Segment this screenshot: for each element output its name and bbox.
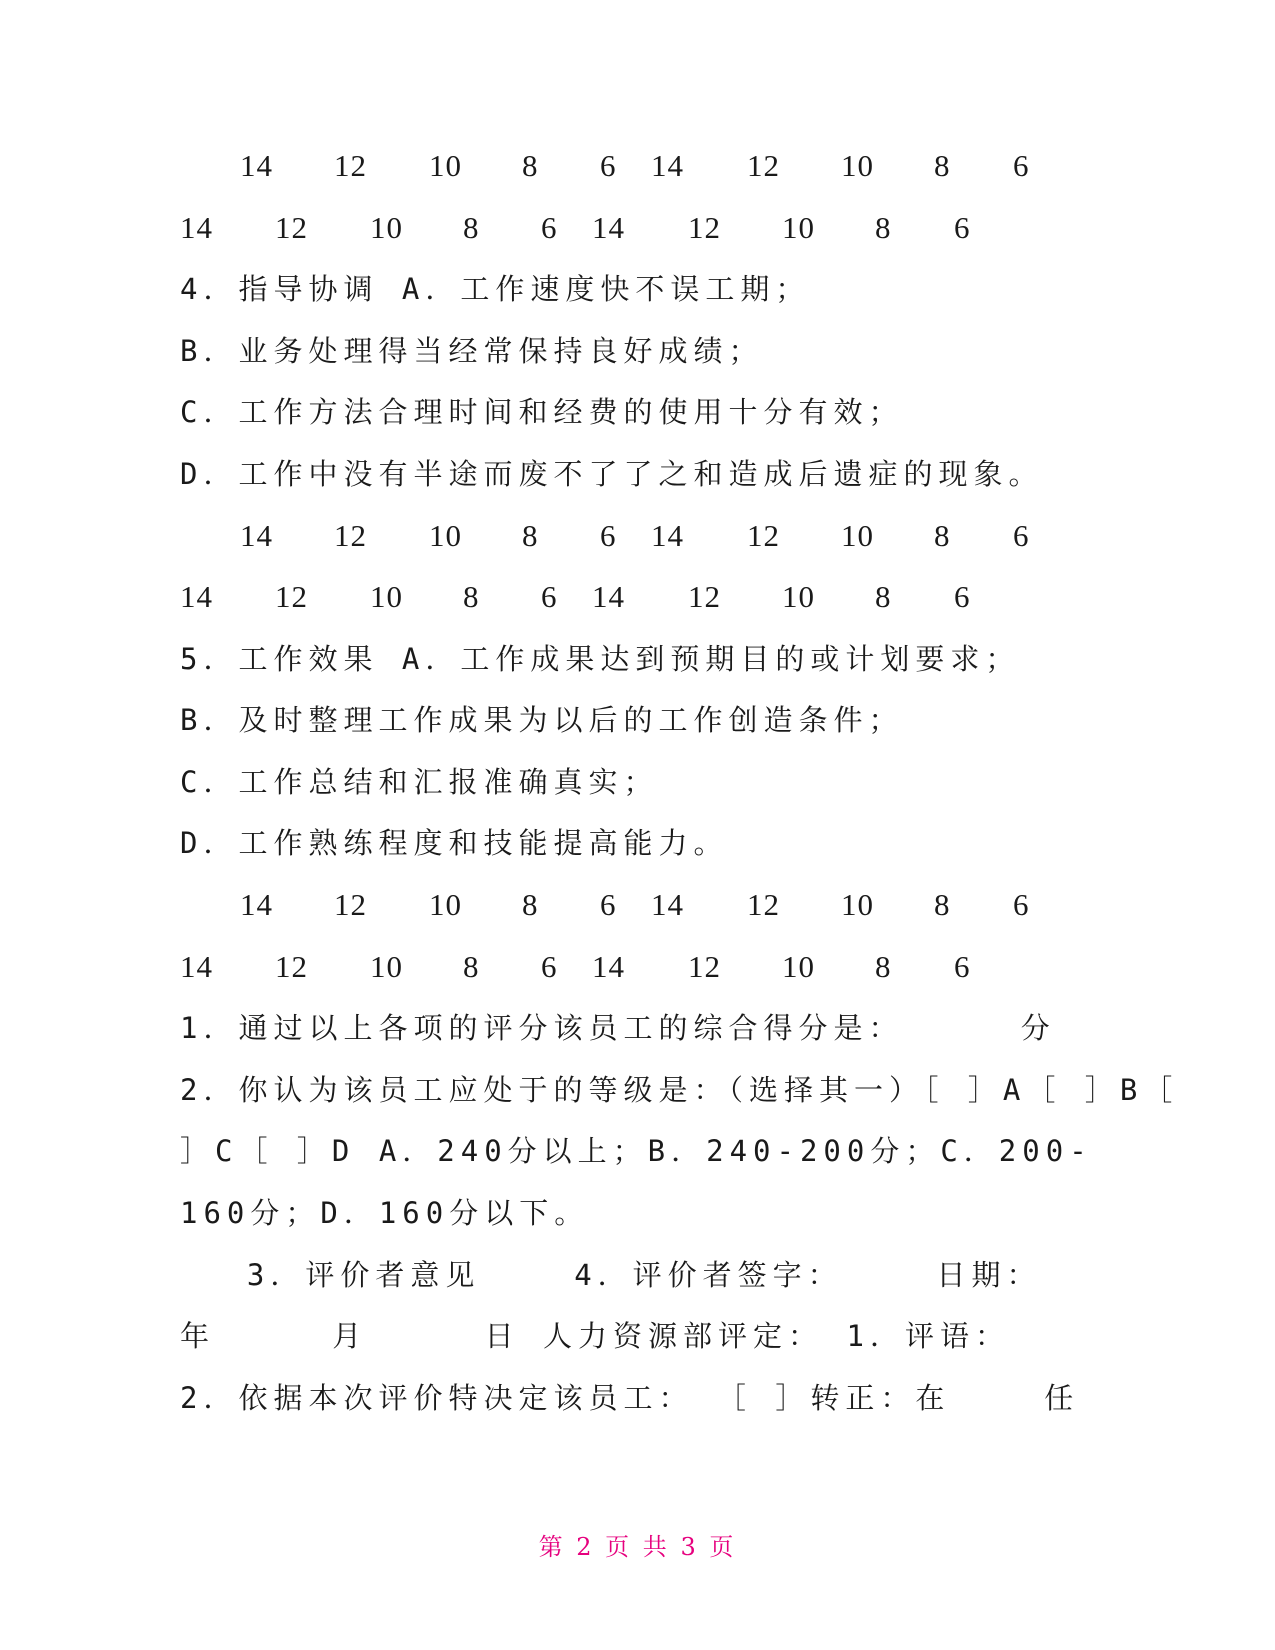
score-value: 6: [1013, 148, 1030, 183]
score-value: 10: [370, 210, 403, 245]
decision-line: 2．依据本次评价特决定该员工： ［ ］转正：在 任: [180, 1381, 1080, 1415]
score-value: 10: [782, 579, 815, 614]
score-value: 12: [747, 887, 780, 922]
score-value: 6: [1013, 887, 1030, 922]
score-value: 8: [522, 518, 539, 553]
score-value: 6: [541, 949, 558, 984]
score-value: 6: [1013, 518, 1030, 553]
option-b-line: B．及时整理工作成果为以后的工作创造条件；: [180, 703, 904, 737]
score-value: 8: [463, 949, 480, 984]
score-value: 14: [592, 210, 625, 245]
score-value: 6: [600, 887, 617, 922]
score-value: 6: [954, 210, 971, 245]
score-value: 8: [463, 210, 480, 245]
score-value: 14: [180, 210, 213, 245]
score-value: 10: [429, 887, 462, 922]
score-value: 10: [841, 148, 874, 183]
score-value: 8: [875, 949, 892, 984]
score-value: 14: [592, 949, 625, 984]
score-value: 8: [522, 887, 539, 922]
score-value: 10: [429, 518, 462, 553]
score-value: 14: [651, 887, 684, 922]
score-value: 8: [463, 579, 480, 614]
score-value: 10: [429, 148, 462, 183]
date-hr-line: 年 月 日 人力资源部评定： 1．评语：: [180, 1319, 1010, 1353]
score-value: 10: [370, 949, 403, 984]
score-value: 12: [275, 210, 308, 245]
score-value: 8: [875, 579, 892, 614]
score-value: 6: [954, 579, 971, 614]
grade-selection-line: 2．你认为该员工应处于的等级是：（选择其一）［ ］A［ ］B［: [180, 1073, 1179, 1107]
score-value: 12: [688, 949, 721, 984]
score-value: 12: [334, 887, 367, 922]
page-number-footer: 第 2 页 共 3 页: [538, 1533, 737, 1561]
score-value: 14: [651, 518, 684, 553]
score-value: 12: [747, 518, 780, 553]
score-value: 8: [934, 148, 951, 183]
score-value: 14: [180, 949, 213, 984]
score-value: 8: [934, 887, 951, 922]
score-value: 12: [688, 579, 721, 614]
total-score-line: 1．通过以上各项的评分该员工的综合得分是： 分: [180, 1011, 1056, 1045]
score-value: 6: [600, 518, 617, 553]
grade-selection-line-2: ］C［ ］D A．240分以上；B．240-200分；C．200-: [180, 1134, 1093, 1168]
option-c-line: C．工作总结和汇报准确真实；: [180, 765, 659, 799]
score-value: 6: [541, 210, 558, 245]
option-c-line: C．工作方法合理时间和经费的使用十分有效；: [180, 395, 904, 429]
score-value: 14: [240, 887, 273, 922]
score-value: 8: [875, 210, 892, 245]
score-value: 8: [522, 148, 539, 183]
score-value: 10: [782, 210, 815, 245]
score-value: 14: [240, 518, 273, 553]
score-value: 6: [541, 579, 558, 614]
score-value: 12: [334, 518, 367, 553]
score-value: 10: [841, 887, 874, 922]
score-value: 6: [600, 148, 617, 183]
score-value: 12: [275, 949, 308, 984]
score-value: 6: [954, 949, 971, 984]
score-value: 14: [180, 579, 213, 614]
option-d-line: D．工作熟练程度和技能提高能力。: [180, 826, 729, 860]
score-value: 8: [934, 518, 951, 553]
score-value: 12: [747, 148, 780, 183]
score-value: 10: [370, 579, 403, 614]
evaluator-line: 3．评价者意见 4．评价者签字： 日期：: [200, 1258, 1042, 1292]
item-5-line: 5．工作效果 A．工作成果达到预期目的或计划要求；: [180, 642, 1021, 676]
score-value: 14: [240, 148, 273, 183]
option-d-line: D．工作中没有半途而废不了了之和造成后遗症的现象。: [180, 457, 1044, 491]
grade-selection-line-3: 160分；D．160分以下。: [180, 1196, 590, 1230]
score-value: 14: [592, 579, 625, 614]
score-value: 14: [651, 148, 684, 183]
score-value: 12: [334, 148, 367, 183]
score-value: 10: [782, 949, 815, 984]
score-value: 12: [688, 210, 721, 245]
score-value: 10: [841, 518, 874, 553]
item-4-line: 4．指导协调 A．工作速度快不误工期；: [180, 272, 811, 306]
score-value: 12: [275, 579, 308, 614]
option-b-line: B．业务处理得当经常保持良好成绩；: [180, 334, 764, 368]
